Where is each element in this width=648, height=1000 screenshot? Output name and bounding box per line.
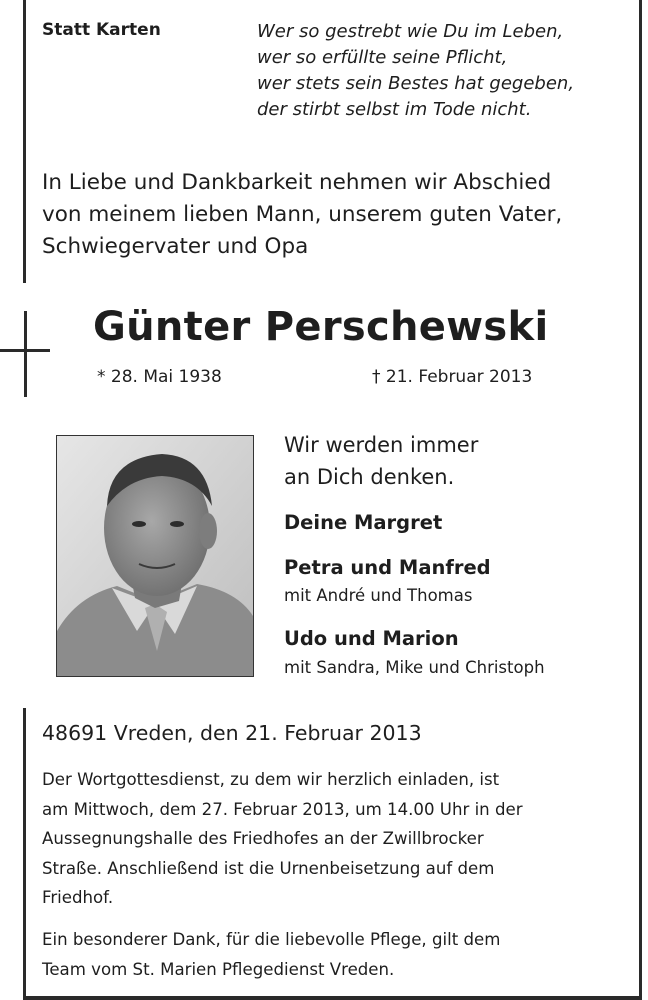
memorial-line: an Dich denken.	[284, 465, 455, 489]
poem-line: Wer so gestrebt wie Du im Leben,	[257, 21, 564, 42]
paragraph-line: Straße. Anschließend ist die Urnenbeisetzung auf dem	[42, 858, 495, 878]
cross-icon-horizontal	[0, 349, 50, 352]
family-name: Petra und Manfred	[284, 556, 491, 579]
intro-line: Schwiegervater und Opa	[42, 234, 309, 259]
family-sub: mit André und Thomas	[284, 586, 473, 605]
intro-text	[42, 167, 562, 263]
death-date: † 21. Februar 2013	[372, 367, 533, 387]
frame-bottom	[23, 996, 642, 1000]
paragraph-line: Team vom St. Marien Pflegedienst Vreden.	[42, 959, 395, 979]
statt-karten-label: Statt Karten	[42, 20, 161, 40]
memorial-text	[284, 429, 478, 493]
poem	[257, 19, 574, 123]
portrait-photo	[56, 435, 254, 677]
deceased-name: Günter Perschewski	[93, 304, 549, 350]
intro-line: von meinem lieben Mann, unserem guten Vater,	[42, 202, 563, 227]
paragraph-line: Der Wortgottesdienst, zu dem wir herzlich einladen, ist	[42, 770, 500, 789]
paragraph-line: am Mittwoch, dem 27. Februar 2013, um 14.00 Uhr in der	[42, 799, 523, 819]
birth-date: * 28. Mai 1938	[97, 367, 222, 387]
intro-line: In Liebe und Dankbarkeit nehmen wir Abschied	[42, 170, 552, 195]
frame-left-upper	[23, 0, 26, 283]
poem-line: wer so erfüllte seine Pflicht,	[257, 47, 508, 68]
poem-line: wer stets sein Bestes hat gegeben,	[257, 73, 575, 94]
frame-right	[639, 0, 642, 1000]
family-name: Udo und Marion	[284, 627, 459, 650]
paragraph-line: Ein besonderer Dank, für die liebevolle Pflege, gilt dem	[42, 930, 501, 949]
place-date: 48691 Vreden, den 21. Februar 2013	[42, 721, 422, 745]
frame-left-lower	[23, 708, 26, 1000]
memorial-line: Wir werden immer	[284, 433, 479, 457]
service-paragraph	[42, 765, 523, 913]
cross-icon-vertical	[24, 311, 27, 397]
paragraph-line: Friedhof.	[42, 888, 114, 907]
paragraph-line: Aussegnungshalle des Friedhofes an der Zwillbrocker	[42, 829, 484, 848]
thanks-paragraph	[42, 925, 500, 984]
poem-line: der stirbt selbst im Tode nicht.	[257, 99, 532, 120]
family-name: Deine Margret	[284, 511, 443, 534]
portrait-image	[57, 436, 253, 676]
family-sub: mit Sandra, Mike und Christoph	[284, 658, 545, 677]
